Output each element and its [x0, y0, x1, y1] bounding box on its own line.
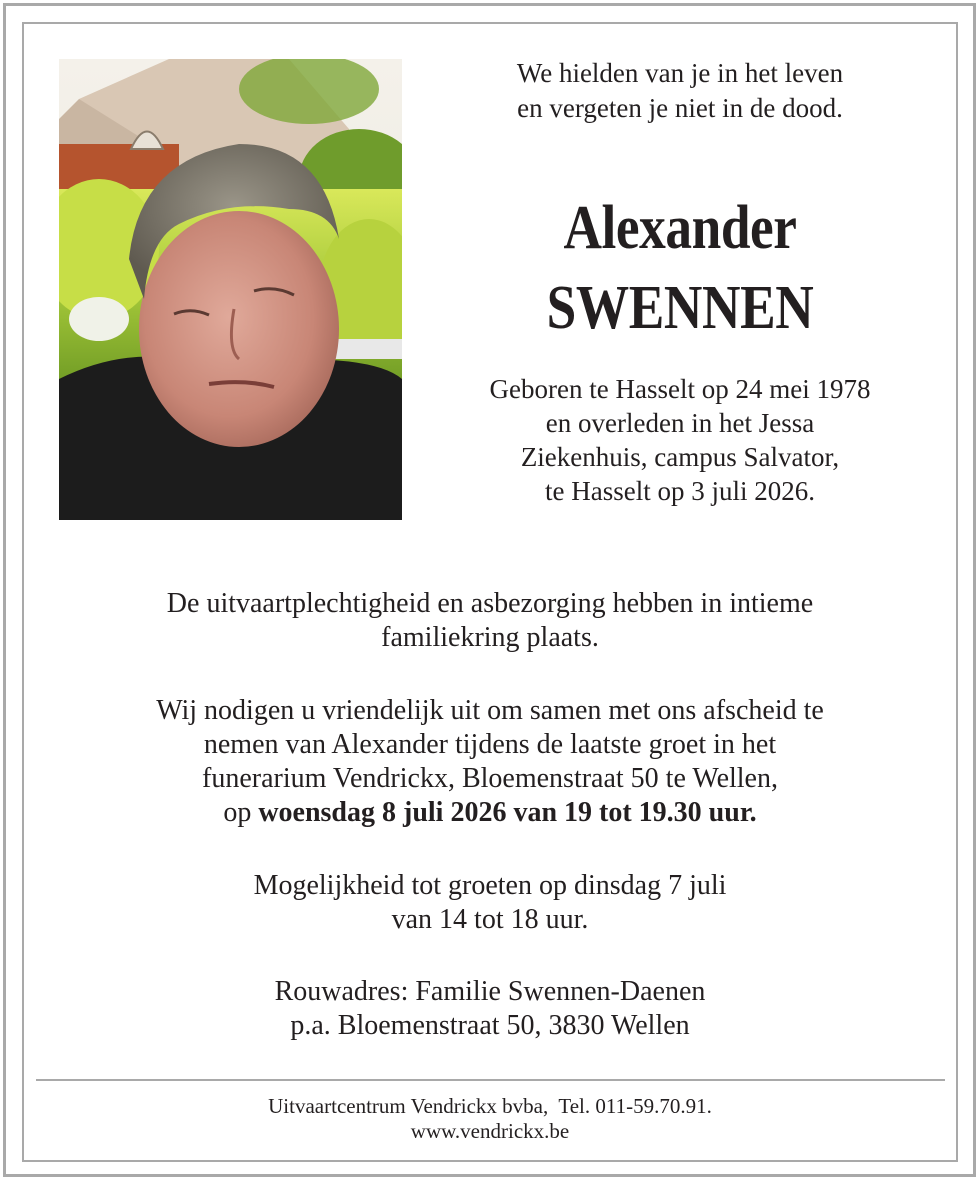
invitation-line-2: nemen van Alexander tijdens de laatste groet in het	[203, 729, 777, 760]
birth-death-text	[410, 372, 950, 508]
invitation-paragraph	[40, 694, 940, 830]
quote-line-1: We hielden van je in het leven	[516, 58, 844, 88]
birth-death-line-2: en overleden in het Jessa	[545, 408, 815, 438]
ceremony-line-1: De uitvaartplechtigheid en asbezorging hebben in intieme	[166, 588, 814, 619]
birth-death-line-1: Geboren te Hasselt op 24 mei 1978	[489, 374, 871, 404]
invitation-line-3: funerarium Vendrickx, Bloemenstraat 50 te Wellen,	[202, 763, 778, 794]
invitation-line-4	[40, 796, 940, 830]
memorial-quote	[410, 56, 950, 126]
portrait-photo	[59, 59, 402, 520]
quote-line-2: en vergeten je niet in de dood.	[517, 93, 843, 123]
last-name: SWENNEN	[546, 274, 814, 342]
birth-death-line-4: te Hasselt op 3 juli 2026.	[545, 476, 815, 506]
ceremony-line-2: familiekring plaats.	[381, 622, 599, 653]
address-paragraph	[40, 975, 940, 1043]
invitation-line-1: Wij nodigen u vriendelijk uit om samen met ons afscheid te	[156, 695, 824, 726]
first-name: Alexander	[563, 194, 797, 262]
visiting-line-2: van 14 tot 18 uur.	[391, 904, 589, 935]
footer-website-link[interactable]: www.vendrickx.be	[410, 1119, 570, 1143]
ceremony-paragraph	[40, 587, 940, 655]
invitation-line-4-prefix: op	[223, 797, 252, 828]
visiting-line-1: Mogelijkheid tot groeten op dinsdag 7 juli	[253, 870, 727, 901]
address-line-1: Rouwadres: Familie Swennen-Daenen	[274, 976, 706, 1007]
address-line-2: p.a. Bloemenstraat 50, 3830 Wellen	[290, 1010, 690, 1041]
footer-divider	[36, 1079, 945, 1081]
birth-death-line-3: Ziekenhuis, campus Salvator,	[520, 442, 840, 472]
invitation-date-time: woensdag 8 juli 2026 van 19 tot 19.30 uur.	[258, 797, 757, 828]
footer-funeral-home: Uitvaartcentrum Vendrickx bvba, Tel. 011-59.70.91.	[268, 1094, 712, 1118]
visiting-paragraph	[40, 869, 940, 937]
